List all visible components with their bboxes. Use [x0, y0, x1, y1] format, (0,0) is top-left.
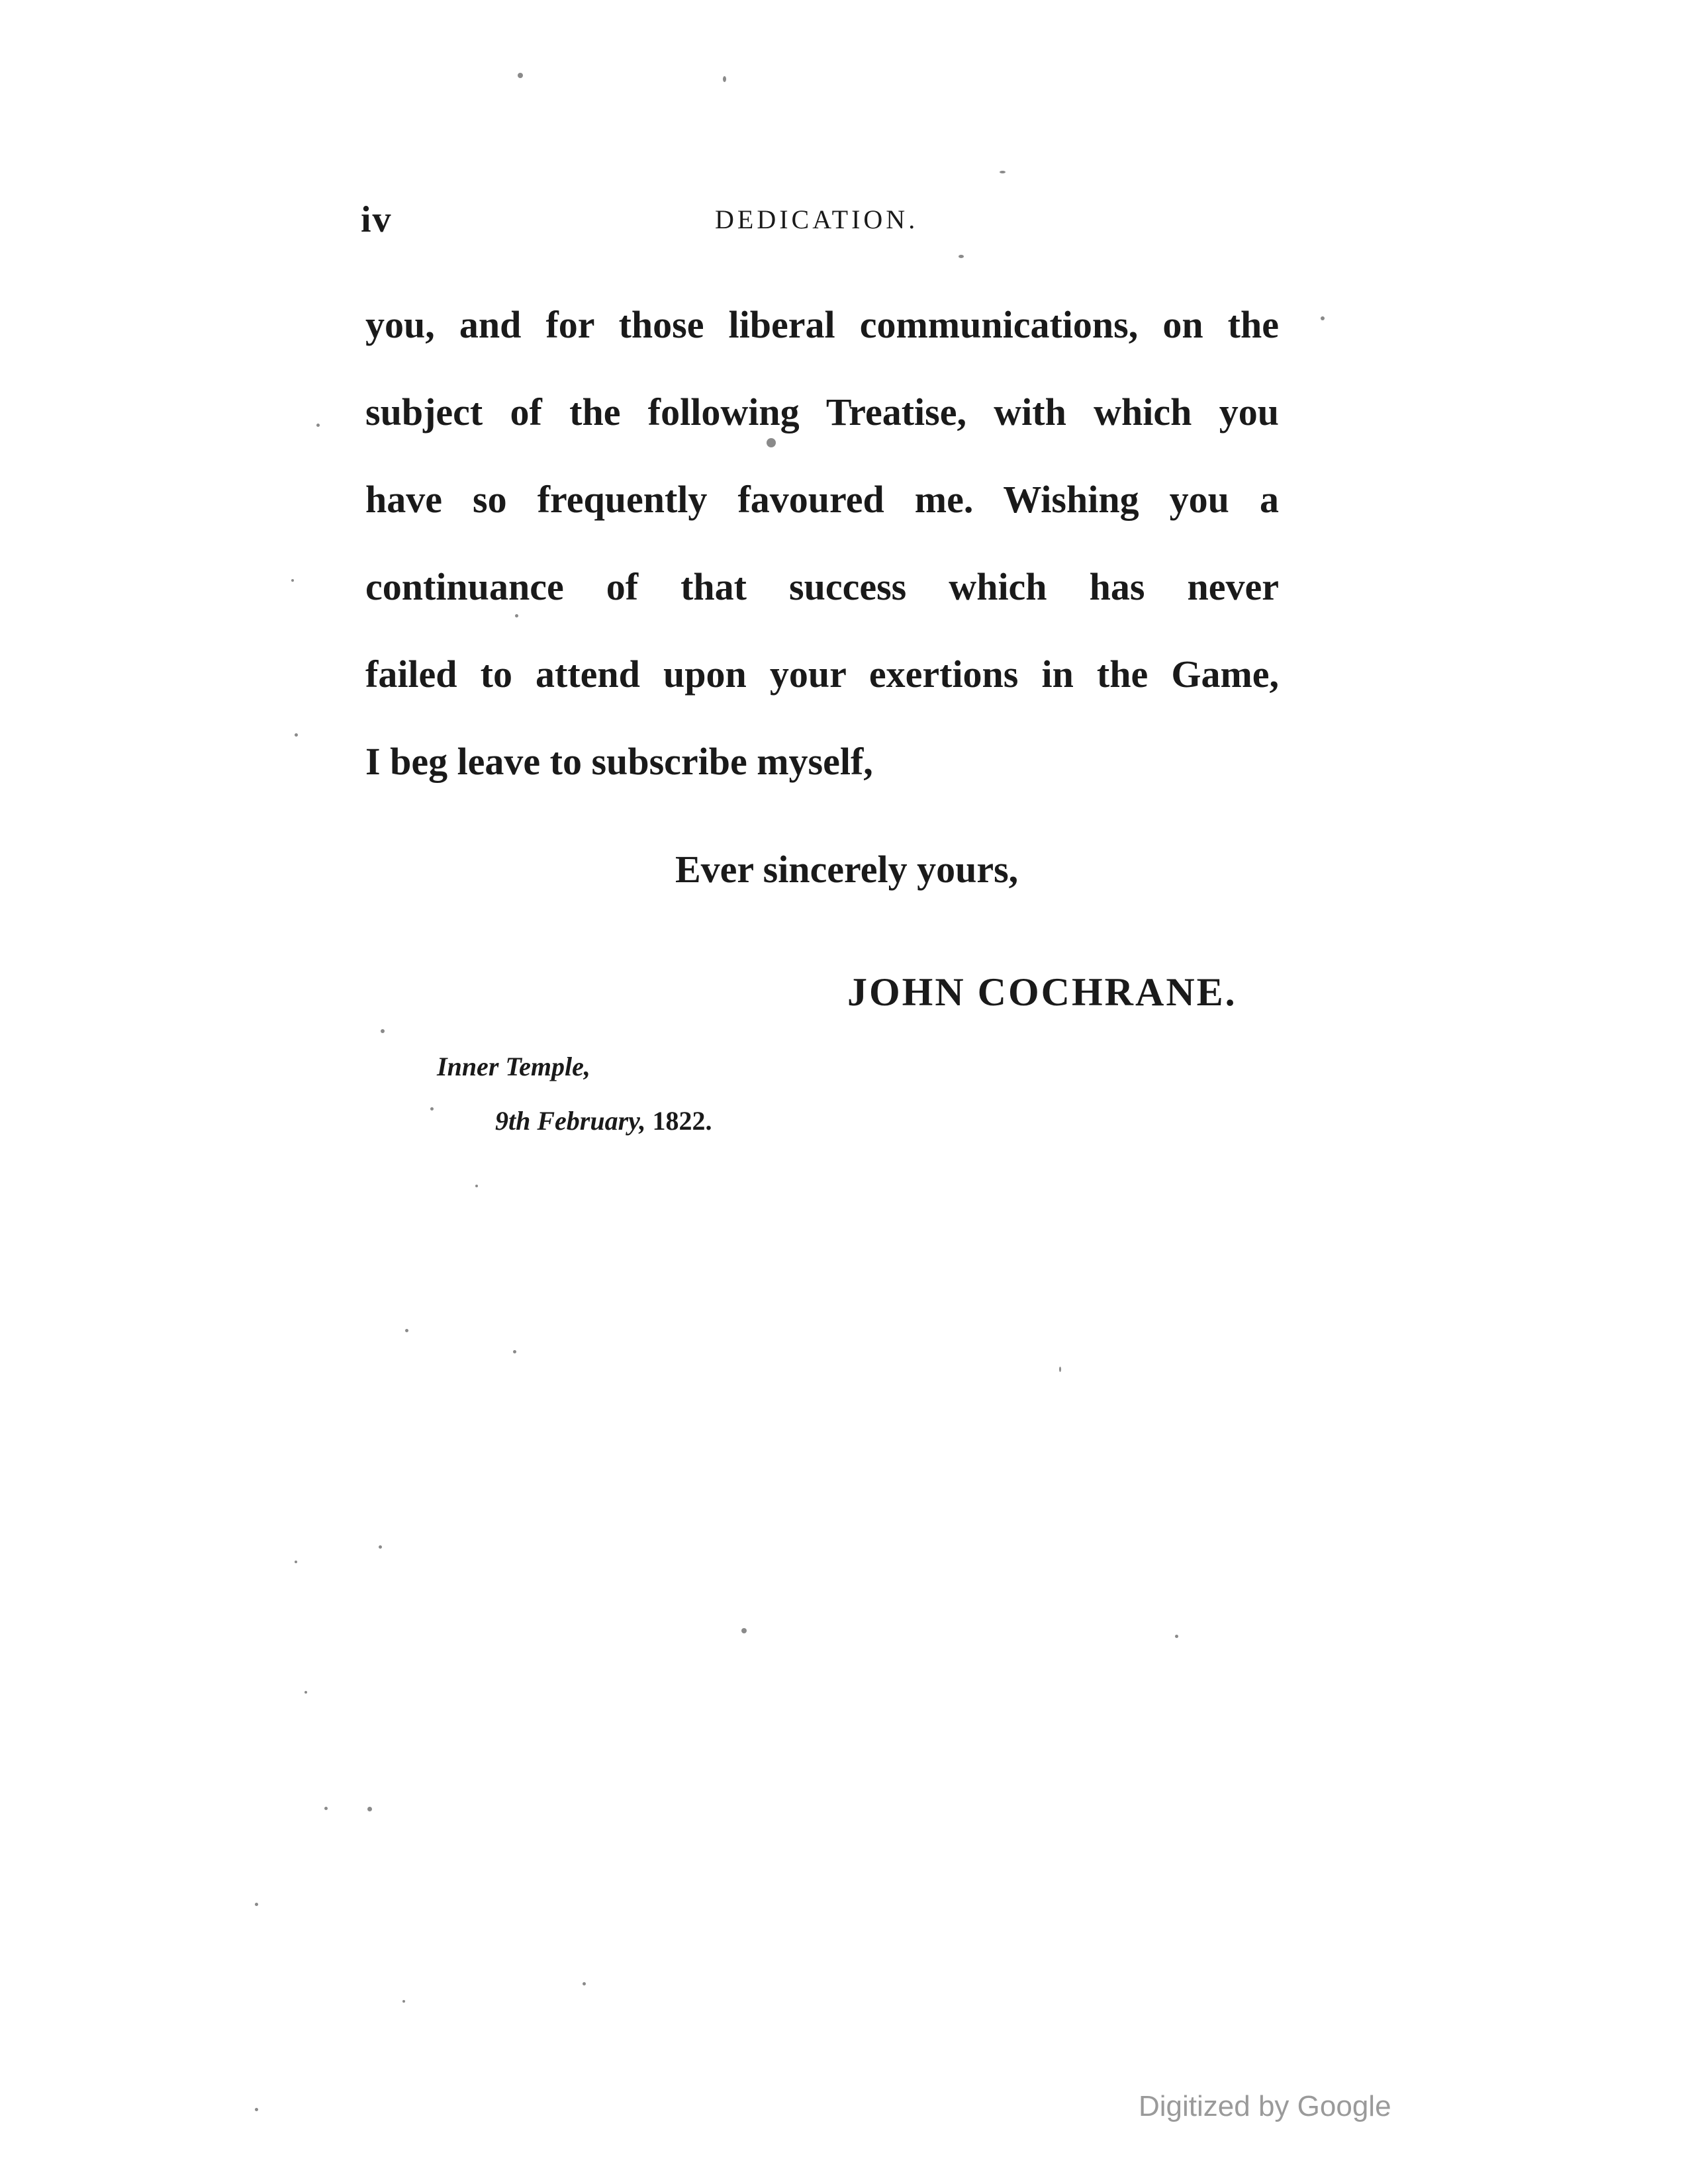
scan-speck	[305, 1691, 307, 1694]
scan-speck	[959, 255, 964, 258]
scan-speck	[402, 2000, 405, 2003]
scan-speck	[1175, 1635, 1178, 1638]
running-title: DEDICATION.	[715, 205, 919, 234]
signature-name: JOHN COCHRANE.	[847, 970, 1237, 1014]
scan-speck	[1059, 1367, 1061, 1372]
scan-speck	[316, 424, 320, 427]
text-line: continuance of that success which has never	[365, 565, 1279, 608]
scan-speck	[255, 1903, 258, 1906]
scan-speck	[583, 1982, 586, 1985]
digitized-watermark: Digitized by Google	[1139, 2090, 1391, 2122]
scan-speck	[405, 1329, 408, 1332]
scan-speck	[379, 1545, 382, 1549]
page-number: iv	[361, 199, 393, 240]
scan-speck	[741, 1628, 747, 1633]
date-year: 1822.	[652, 1106, 712, 1136]
text-line: subject of the following Treatise, with which you	[365, 390, 1279, 433]
place-line: Inner Temple,	[437, 1052, 590, 1081]
scan-speck	[295, 733, 298, 737]
scan-speck	[518, 73, 523, 78]
text-line: have so frequently favoured me. Wishing you a	[365, 478, 1279, 521]
scan-speck	[723, 76, 726, 82]
scan-speck	[381, 1029, 385, 1033]
text-line: failed to attend upon your exertions in the Game,	[365, 653, 1279, 696]
text-line: I beg leave to subscribe myself,	[365, 740, 873, 783]
scan-speck	[513, 1350, 516, 1353]
running-head	[361, 199, 1288, 245]
scan-speck	[475, 1185, 478, 1187]
date-day: 9th February,	[495, 1106, 646, 1136]
date-line	[495, 1105, 712, 1136]
scan-speck	[430, 1107, 434, 1111]
scan-speck	[767, 438, 776, 447]
dedication-text	[365, 281, 1279, 805]
scan-speck	[1000, 171, 1006, 173]
scan-speck	[324, 1807, 328, 1810]
scan-speck	[367, 1807, 372, 1811]
closing-salutation: Ever sincerely yours,	[675, 848, 1019, 891]
scan-speck	[515, 614, 518, 617]
scan-speck	[255, 2108, 258, 2111]
scan-speck	[291, 579, 294, 582]
text-line: you, and for those liberal communications, on the	[365, 303, 1279, 346]
scan-speck	[1321, 316, 1325, 320]
scan-speck	[295, 1561, 297, 1563]
